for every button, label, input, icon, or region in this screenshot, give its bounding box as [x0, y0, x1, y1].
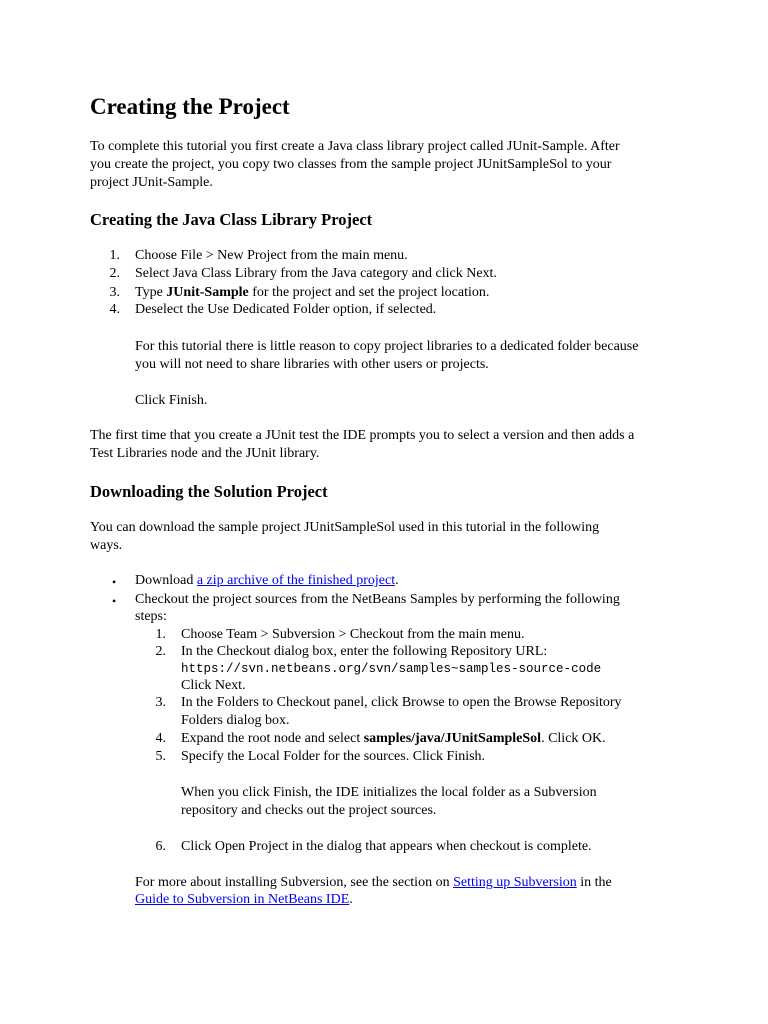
step-text: Deselect the Use Dedicated Folder option, if selected.: [135, 302, 437, 317]
step-text: Type JUnit-Sample for the project and set the project location.: [135, 285, 490, 300]
page-title: Creating the Project: [90, 94, 290, 119]
download-intro-line-2: ways.: [90, 538, 123, 553]
step-number: 2.: [109, 266, 120, 281]
intro-line-1: To complete this tutorial you first create a Java class library project called JUnit-Sample. After: [90, 139, 620, 154]
step-text: Click Open Project in the dialog that appears when checkout is complete.: [181, 839, 592, 854]
intro-line-3: project JUnit-Sample.: [90, 175, 213, 190]
step-number: 1.: [155, 627, 166, 642]
step-text: Select Java Class Library from the Java category and click Next.: [135, 266, 497, 281]
repository-url: https://svn.netbeans.org/svn/samples~samples-source-code: [181, 662, 602, 676]
step-text: Choose File > New Project from the main menu.: [135, 248, 408, 263]
more-info-line-2: Guide to Subversion in NetBeans IDE.: [135, 892, 353, 907]
intro-line-2: you create the project, you copy two classes from the sample project JUnitSampleSol to your: [90, 157, 612, 172]
click-next-text: Click Next.: [181, 678, 246, 693]
step-number: 3.: [155, 695, 166, 710]
more-info-line-1: For more about installing Subversion, see the section on Setting up Subversion in the: [135, 875, 612, 890]
step-note-line-2: repository and checks out the project sources.: [181, 803, 437, 818]
step-note-line-1: When you click Finish, the IDE initializes the local folder as a Subversion: [181, 785, 597, 800]
zip-archive-link[interactable]: a zip archive of the finished project: [196, 573, 396, 588]
setting-up-subversion-link[interactable]: Setting up Subversion: [453, 875, 577, 890]
subversion-guide-link[interactable]: Guide to Subversion in NetBeans IDE: [135, 892, 350, 907]
sample-path-bold: samples/java/JUnitSampleSol: [363, 731, 542, 746]
checkout-bullet-line-1: Checkout the project sources from the NetBeans Samples by performing the following: [135, 592, 620, 607]
step-number: 1.: [109, 248, 120, 263]
step-number: 6.: [155, 839, 166, 854]
note-line-1: For this tutorial there is little reason to copy project libraries to a dedicated folder because: [135, 339, 639, 354]
click-finish-text: Click Finish.: [135, 393, 208, 408]
bullet-icon: •: [112, 575, 117, 589]
step-number: 2.: [155, 644, 166, 659]
step-text: Choose Team > Subversion > Checkout from the main menu.: [181, 627, 525, 642]
checkout-bullet-line-2: steps:: [135, 609, 167, 624]
step-number: 5.: [155, 749, 166, 764]
step-text: In the Checkout dialog box, enter the following Repository URL:: [181, 644, 548, 659]
download-intro-line-1: You can download the sample project JUnitSampleSol used in this tutorial in the following: [90, 520, 600, 535]
junit-info-line-2: Test Libraries node and the JUnit library.: [90, 446, 320, 461]
junit-info-line-1: The first time that you create a JUnit test the IDE prompts you to select a version and then adds a: [90, 428, 635, 443]
step-text: Specify the Local Folder for the sources. Click Finish.: [181, 749, 486, 764]
bullet-icon: •: [112, 594, 117, 608]
step-number: 3.: [109, 285, 120, 300]
step-text: Folders dialog box.: [181, 713, 290, 728]
step-number: 4.: [109, 302, 120, 317]
step-number: 4.: [155, 731, 166, 746]
note-line-2: you will not need to share libraries with other users or projects.: [135, 357, 489, 372]
section-heading-create-project: Creating the Java Class Library Project: [90, 210, 373, 229]
project-name-bold: JUnit-Sample: [166, 285, 249, 300]
step-text: In the Folders to Checkout panel, click Browse to open the Browse Repository: [181, 695, 622, 710]
step-text: Expand the root node and select samples/java/JUnitSampleSol. Click OK.: [181, 731, 606, 746]
section-heading-download: Downloading the Solution Project: [90, 482, 328, 501]
download-bullet-text: Download a zip archive of the finished project.: [135, 573, 399, 588]
